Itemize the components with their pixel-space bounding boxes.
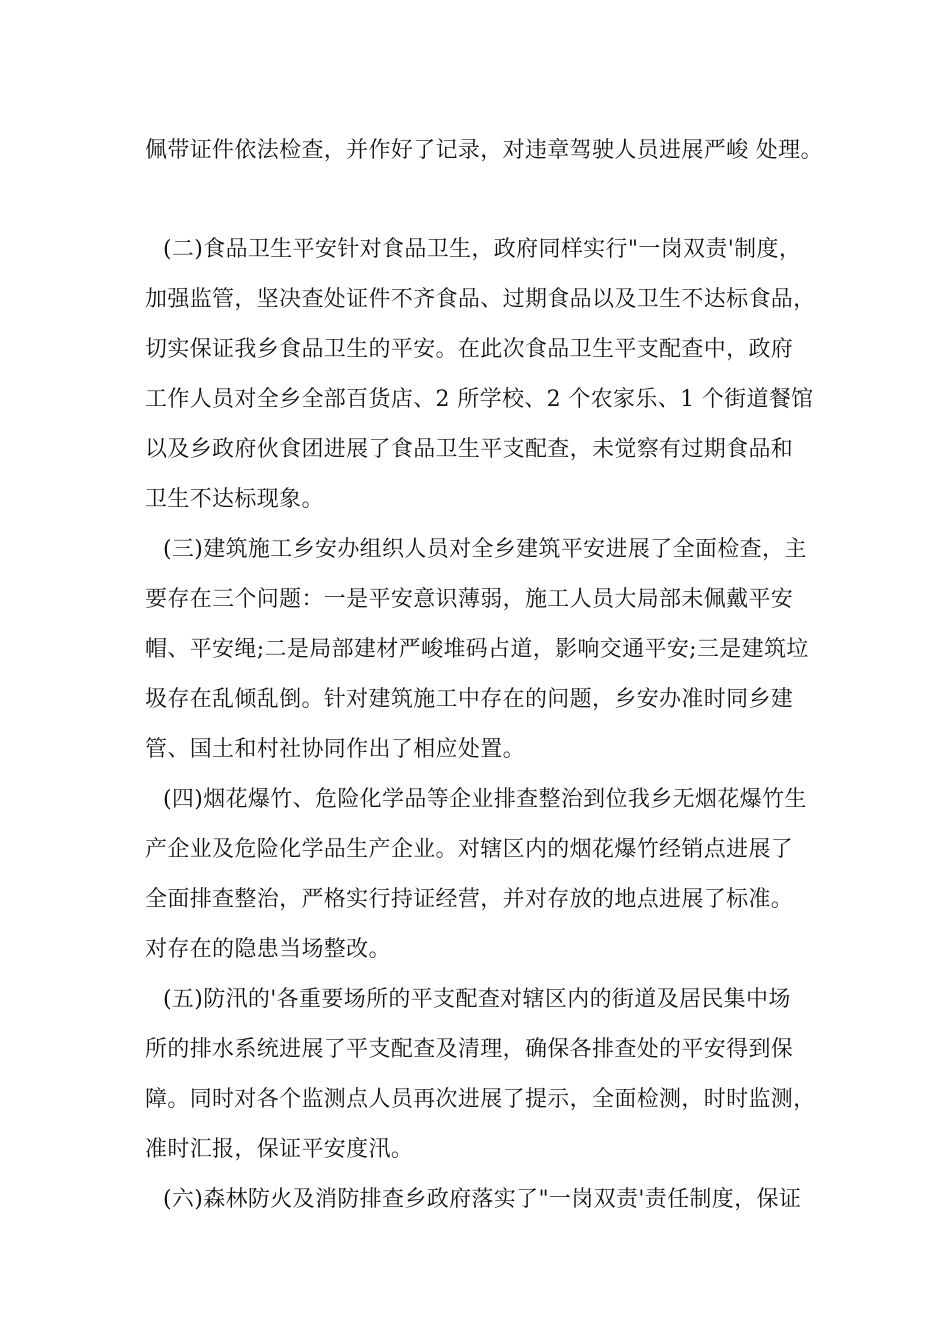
- text-line: 卫生不达标现象。: [145, 487, 324, 512]
- text-line: 工作人员对全乡全部百货店、2 所学校、2 个农家乐、1 个街道餐馆: [145, 387, 814, 412]
- text-line: 切实保证我乡食品卫生的平安。在此次食品卫生平支配查中，政府: [145, 337, 794, 362]
- paragraph-heading-3: (三)建筑施工乡安办组织人员对全乡建筑平安进展了全面检查，主: [163, 537, 807, 562]
- text-line: 对存在的隐患当场整改。: [145, 937, 391, 962]
- text-line: 全面排查整治，严格实行持证经营，并对存放的地点进展了标准。: [145, 887, 794, 912]
- text-line: 管、国土和村社协同作出了相应处置。: [145, 737, 525, 762]
- text-line: 障。同时对各个监测点人员再次进展了提示，全面检测，时时监测，: [145, 1087, 816, 1112]
- text-line: 所的排水系统进展了平支配查及清理，确保各排查处的平安得到保: [145, 1037, 794, 1062]
- text-line: 佩带证件依法检查，并作好了记录，对违章驾驶人员进展严峻 处理。: [145, 138, 823, 163]
- text-line: 加强监管，坚决查处证件不齐食品、过期食品以及卫生不达标食品，: [145, 287, 816, 312]
- paragraph-heading-6: (六)森林防火及消防排查乡政府落实了"一岗双责'责任制度，保证: [163, 1187, 802, 1212]
- text-line: 要存在三个问题：一是平安意识薄弱，施工人员大局部未佩戴平安: [145, 587, 794, 612]
- text-line: 以及乡政府伙食团进展了食品卫生平支配查，未觉察有过期食品和: [145, 437, 794, 462]
- text-line: 帽、平安绳;二是局部建材严峻堆码占道，影响交通平安;三是建筑垃: [145, 637, 809, 662]
- text-line: 准时汇报，保证平安度汛。: [145, 1137, 414, 1162]
- text-line: 圾存在乱倾乱倒。针对建筑施工中存在的问题，乡安办准时同乡建: [145, 687, 794, 712]
- paragraph-heading-2: (二)食品卫生平安针对食品卫生，政府同样实行"一岗双责'制度，: [163, 237, 802, 262]
- text-line: 产企业及危险化学品生产企业。对辖区内的烟花爆竹经销点进展了: [145, 837, 794, 862]
- paragraph-heading-4: (四)烟花爆竹、危险化学品等企业排查整治到位我乡无烟花爆竹生: [163, 787, 807, 812]
- paragraph-heading-5: (五)防汛的'各重要场所的平支配查对辖区内的街道及居民集中场: [163, 987, 791, 1012]
